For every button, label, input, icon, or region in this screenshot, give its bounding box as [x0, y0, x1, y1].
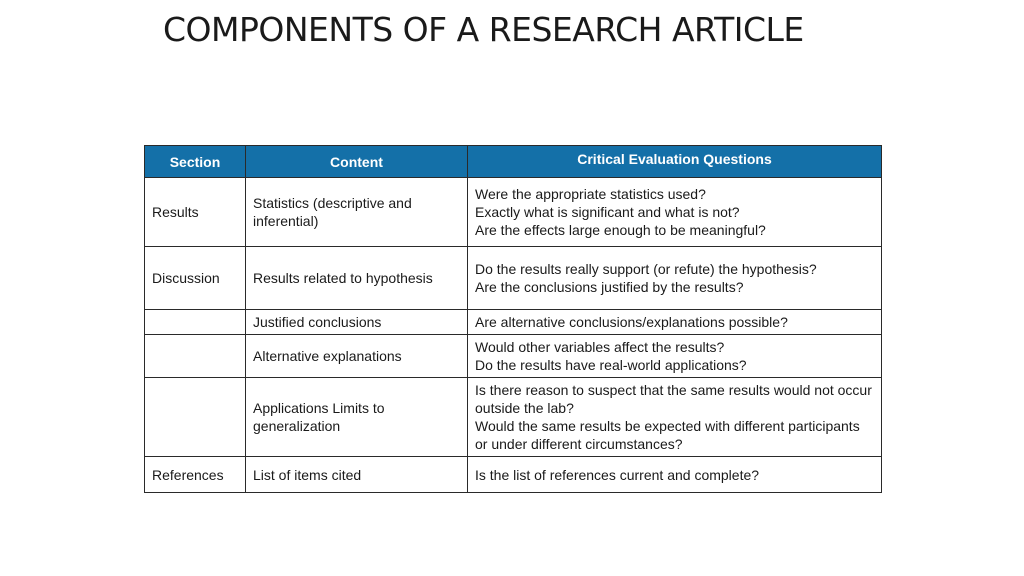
- cell-section: References: [145, 457, 246, 493]
- question-line: Do the results really support (or refute) the hypothesis?: [475, 261, 817, 277]
- question-line: Are the effects large enough to be meaningful?: [475, 222, 766, 238]
- question-line: Is the list of references current and complete?: [475, 466, 760, 483]
- cell-content: Justified conclusions: [246, 310, 468, 335]
- table-row: [145, 247, 882, 310]
- cell-questions: [468, 378, 882, 457]
- cell-questions: [468, 247, 882, 310]
- question-line: Exactly what is significant and what is not?: [475, 204, 740, 220]
- cell-content: Results related to hypothesis: [246, 247, 468, 310]
- cell-section: [145, 335, 246, 378]
- question-line: Are the conclusions justified by the results?: [475, 279, 744, 295]
- question-line: Would other variables affect the results?: [475, 339, 725, 355]
- table-row: [145, 335, 882, 378]
- table-header-row: [145, 146, 882, 178]
- question-line: Are alternative conclusions/explanations possible?: [475, 314, 788, 330]
- cell-content: Alternative explanations: [246, 335, 468, 378]
- question-line: Were the appropriate statistics used?: [475, 186, 706, 202]
- table-row: [145, 457, 882, 493]
- slide-title: COMPONENTS OF A RESEARCH ARTICLE: [163, 10, 804, 49]
- cell-content: Applications Limits to generalization: [246, 378, 468, 457]
- header-section: Section: [145, 146, 246, 178]
- question-line: Would the same results be expected with different participants or under different circumstances?: [475, 418, 860, 452]
- cell-questions: [468, 310, 882, 335]
- table-row: [145, 310, 882, 335]
- cell-section: [145, 378, 246, 457]
- table-row: [145, 178, 882, 247]
- cell-section: [145, 310, 246, 335]
- cell-questions: [468, 335, 882, 378]
- cell-questions: [468, 457, 882, 493]
- components-table: [144, 145, 882, 493]
- cell-section: Discussion: [145, 247, 246, 310]
- table-row: [145, 378, 882, 457]
- header-content: Content: [246, 146, 468, 178]
- cell-questions: [468, 178, 882, 247]
- question-line: Do the results have real-world applications?: [475, 357, 747, 373]
- header-critical-evaluation-questions: Critical Evaluation Questions: [468, 146, 882, 178]
- question-line: Is there reason to suspect that the same results would not occur outside the lab?: [475, 382, 872, 416]
- cell-section: Results: [145, 178, 246, 247]
- cell-content: List of items cited: [246, 457, 468, 493]
- cell-content: Statistics (descriptive and inferential): [246, 178, 468, 247]
